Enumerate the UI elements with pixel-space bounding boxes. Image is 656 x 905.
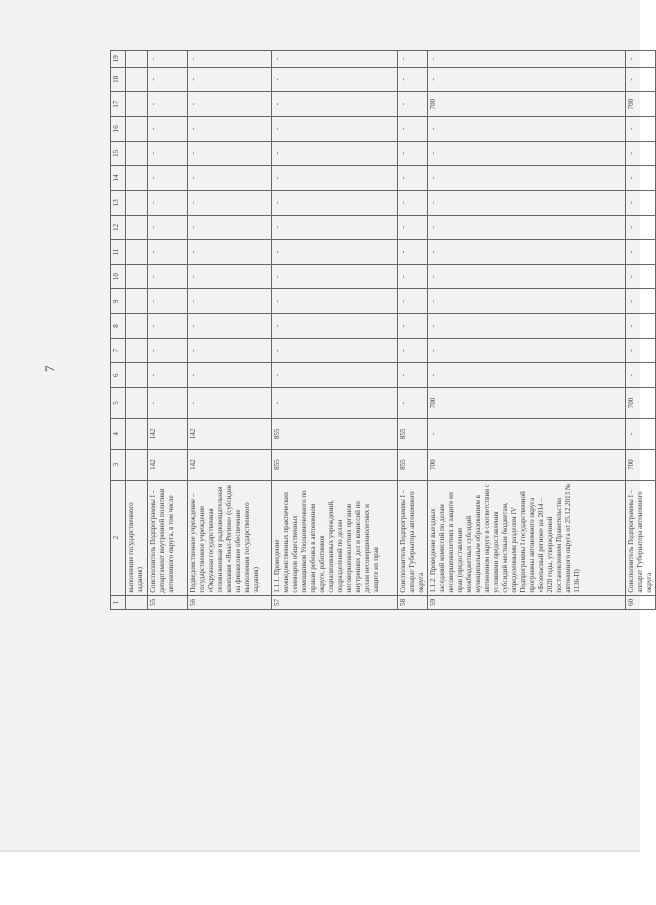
table-cell: -: [148, 289, 188, 314]
table-cell: -: [272, 141, 398, 166]
table-cell: -: [272, 338, 398, 363]
column-header: 7: [111, 338, 126, 363]
table-cell: -: [148, 92, 188, 117]
table-cell: -: [398, 215, 428, 240]
row-name: Соисполнитель Подпрограммы I – департамент внутренней политики автономного округа, в том числе: [148, 480, 188, 595]
table-cell: -: [428, 240, 626, 265]
table-cell: -: [148, 338, 188, 363]
table-cell: -: [398, 338, 428, 363]
table-cell: -: [272, 240, 398, 265]
table-cell: -: [398, 388, 428, 419]
table-cell: -: [272, 363, 398, 388]
table-cell: [126, 190, 148, 215]
table-cell: -: [428, 67, 626, 92]
table-cell: -: [148, 116, 188, 141]
table-cell: 700: [428, 92, 626, 117]
table-cell: -: [272, 289, 398, 314]
column-header: 9: [111, 289, 126, 314]
table-cell: [126, 264, 148, 289]
table-cell: [126, 449, 148, 480]
table-row: [626, 51, 656, 610]
table-cell: 142: [188, 418, 272, 449]
table-cell: [126, 141, 148, 166]
table-cell: [126, 363, 148, 388]
table-cell: -: [428, 264, 626, 289]
row-name: 1.1.2. Проведение выездных заседаний комиссий по делам несовершеннолетних и защите их прав (предоставление межбюджетных субсидий муниципальным образованиям в автономном округе в соответствии с условиями предоставления субсидий местным бюджетам, определенными разделом IV Подпрограммы I государственной программы автономного округа «Безопасный регион» на 2014 – 2020 годы, утвержденной постановлением Правительства автономного округа от 25.12.2013 № 1136-П): [428, 480, 626, 595]
row-name: 1.1.1. Проведение межведомственных практических семинаров общественных помощников Уполномоченного по правам ребенка в автономном округе, работников социализованных учреждений, подразделений по делам несовершеннолетних органов внутренних дел и комиссий по делам несовершеннолетних и защите их прав: [272, 480, 398, 595]
table-cell: -: [272, 92, 398, 117]
table-cell: -: [428, 141, 626, 166]
column-header: 1: [111, 595, 126, 609]
table-cell: -: [626, 190, 656, 215]
column-header: 4: [111, 418, 126, 449]
table-row: [272, 51, 398, 610]
table-cell: -: [428, 190, 626, 215]
table-cell: [126, 215, 148, 240]
row-number: 57: [272, 595, 398, 609]
table-cell: -: [626, 289, 656, 314]
table-cell: -: [398, 240, 428, 265]
row-name: Соисполнитель Подпрограммы I – аппарат Губернатора автономного округа: [626, 480, 656, 595]
table-cell: -: [188, 51, 272, 68]
table-cell: -: [148, 388, 188, 419]
column-header: 5: [111, 388, 126, 419]
table-cell: -: [428, 289, 626, 314]
column-header: 16: [111, 116, 126, 141]
table-cell: -: [148, 166, 188, 191]
table-cell: [126, 116, 148, 141]
table-cell: [126, 289, 148, 314]
row-number: [126, 595, 148, 609]
column-header: 19: [111, 51, 126, 68]
table-cell: 855: [398, 418, 428, 449]
table-cell: -: [188, 190, 272, 215]
table-cell: -: [626, 338, 656, 363]
table-cell: -: [626, 116, 656, 141]
table-cell: -: [148, 363, 188, 388]
table-cell: -: [188, 363, 272, 388]
scan-edge: [0, 850, 640, 852]
page-number: 7: [42, 365, 57, 372]
table-cell: -: [188, 116, 272, 141]
table-cell: -: [272, 67, 398, 92]
table-body: [126, 51, 656, 610]
table-cell: -: [188, 67, 272, 92]
table-cell: 855: [272, 418, 398, 449]
table-cell: -: [148, 141, 188, 166]
table-cell: [126, 51, 148, 68]
table-cell: -: [398, 116, 428, 141]
table-cell: [126, 240, 148, 265]
table-cell: -: [272, 51, 398, 68]
table-cell: 142: [148, 418, 188, 449]
row-number: 56: [188, 595, 272, 609]
table-cell: 855: [398, 449, 428, 480]
table-cell: -: [626, 51, 656, 68]
row-number: 58: [398, 595, 428, 609]
table-cell: -: [272, 388, 398, 419]
table-cell: [126, 388, 148, 419]
row-name: выполнение государственного задания): [126, 480, 148, 595]
table-row: [126, 51, 148, 610]
table-cell: -: [188, 240, 272, 265]
column-header: 3: [111, 449, 126, 480]
table-cell: -: [188, 141, 272, 166]
table-cell: -: [428, 418, 626, 449]
table-cell: -: [626, 418, 656, 449]
row-number: 59: [428, 595, 626, 609]
table-cell: -: [428, 363, 626, 388]
column-header: 10: [111, 264, 126, 289]
table-row: [398, 51, 428, 610]
table-cell: -: [272, 116, 398, 141]
table-cell: [126, 92, 148, 117]
row-number: 55: [148, 595, 188, 609]
table-cell: [126, 166, 148, 191]
table-cell: -: [398, 166, 428, 191]
table-cell: -: [148, 240, 188, 265]
table-cell: -: [272, 166, 398, 191]
data-table: [110, 50, 656, 610]
table-cell: -: [398, 67, 428, 92]
table-cell: -: [428, 314, 626, 339]
column-header: 12: [111, 215, 126, 240]
table-cell: 700: [428, 449, 626, 480]
table-cell: -: [148, 215, 188, 240]
table-cell: -: [148, 314, 188, 339]
table-cell: 700: [626, 449, 656, 480]
table-row: [188, 51, 272, 610]
table-cell: -: [188, 166, 272, 191]
table-cell: -: [398, 51, 428, 68]
table-cell: 700: [428, 388, 626, 419]
table-cell: -: [188, 338, 272, 363]
table-cell: -: [626, 314, 656, 339]
table-cell: -: [148, 264, 188, 289]
column-header: 14: [111, 166, 126, 191]
column-header: 2: [111, 480, 126, 595]
table-cell: 700: [626, 92, 656, 117]
table-cell: [126, 67, 148, 92]
column-header: 8: [111, 314, 126, 339]
table-cell: -: [272, 264, 398, 289]
table-cell: -: [626, 363, 656, 388]
table-cell: -: [398, 289, 428, 314]
table-cell: 855: [272, 449, 398, 480]
table-cell: -: [428, 116, 626, 141]
table-cell: -: [188, 264, 272, 289]
row-name: Соисполнитель Подпрограммы I – аппарат Губернатора автономного округа: [398, 480, 428, 595]
table-cell: -: [626, 166, 656, 191]
table-cell: -: [272, 314, 398, 339]
column-header: 15: [111, 141, 126, 166]
table-cell: -: [398, 190, 428, 215]
table-cell: 700: [626, 388, 656, 419]
header-row: [111, 51, 126, 610]
table-cell: -: [398, 314, 428, 339]
table-cell: -: [626, 240, 656, 265]
table-cell: -: [398, 141, 428, 166]
table-cell: -: [428, 338, 626, 363]
table-cell: [126, 314, 148, 339]
table-cell: 142: [148, 449, 188, 480]
table-cell: -: [398, 363, 428, 388]
table-cell: -: [626, 264, 656, 289]
table-cell: -: [398, 264, 428, 289]
table-cell: -: [188, 215, 272, 240]
table-cell: -: [272, 215, 398, 240]
table-row: [148, 51, 188, 610]
table-cell: -: [272, 190, 398, 215]
table-cell: -: [148, 51, 188, 68]
column-header: 6: [111, 363, 126, 388]
table-cell: -: [148, 67, 188, 92]
table-cell: -: [188, 388, 272, 419]
table-cell: -: [188, 92, 272, 117]
column-header: 13: [111, 190, 126, 215]
column-header: 17: [111, 92, 126, 117]
column-header: 18: [111, 67, 126, 92]
table-cell: -: [428, 166, 626, 191]
row-number: 60: [626, 595, 656, 609]
table-cell: -: [188, 314, 272, 339]
table-cell: -: [188, 289, 272, 314]
table-cell: [126, 338, 148, 363]
table-cell: -: [626, 67, 656, 92]
table-cell: -: [148, 190, 188, 215]
table-cell: -: [428, 51, 626, 68]
table-cell: -: [626, 141, 656, 166]
table-cell: 142: [188, 449, 272, 480]
table-row: [428, 51, 626, 610]
table-cell: -: [626, 215, 656, 240]
rotated-table-container: [110, 50, 653, 610]
table-cell: -: [428, 215, 626, 240]
table-cell: [126, 418, 148, 449]
row-name: Подведомственное учреждение – государственное учреждение «Окружная государственная телевизионная и радиовещательная компания «Ямал-Регион» (субсидия на финансовое обеспечение выполнения государственного задания): [188, 480, 272, 595]
column-header: 11: [111, 240, 126, 265]
table-cell: -: [398, 92, 428, 117]
